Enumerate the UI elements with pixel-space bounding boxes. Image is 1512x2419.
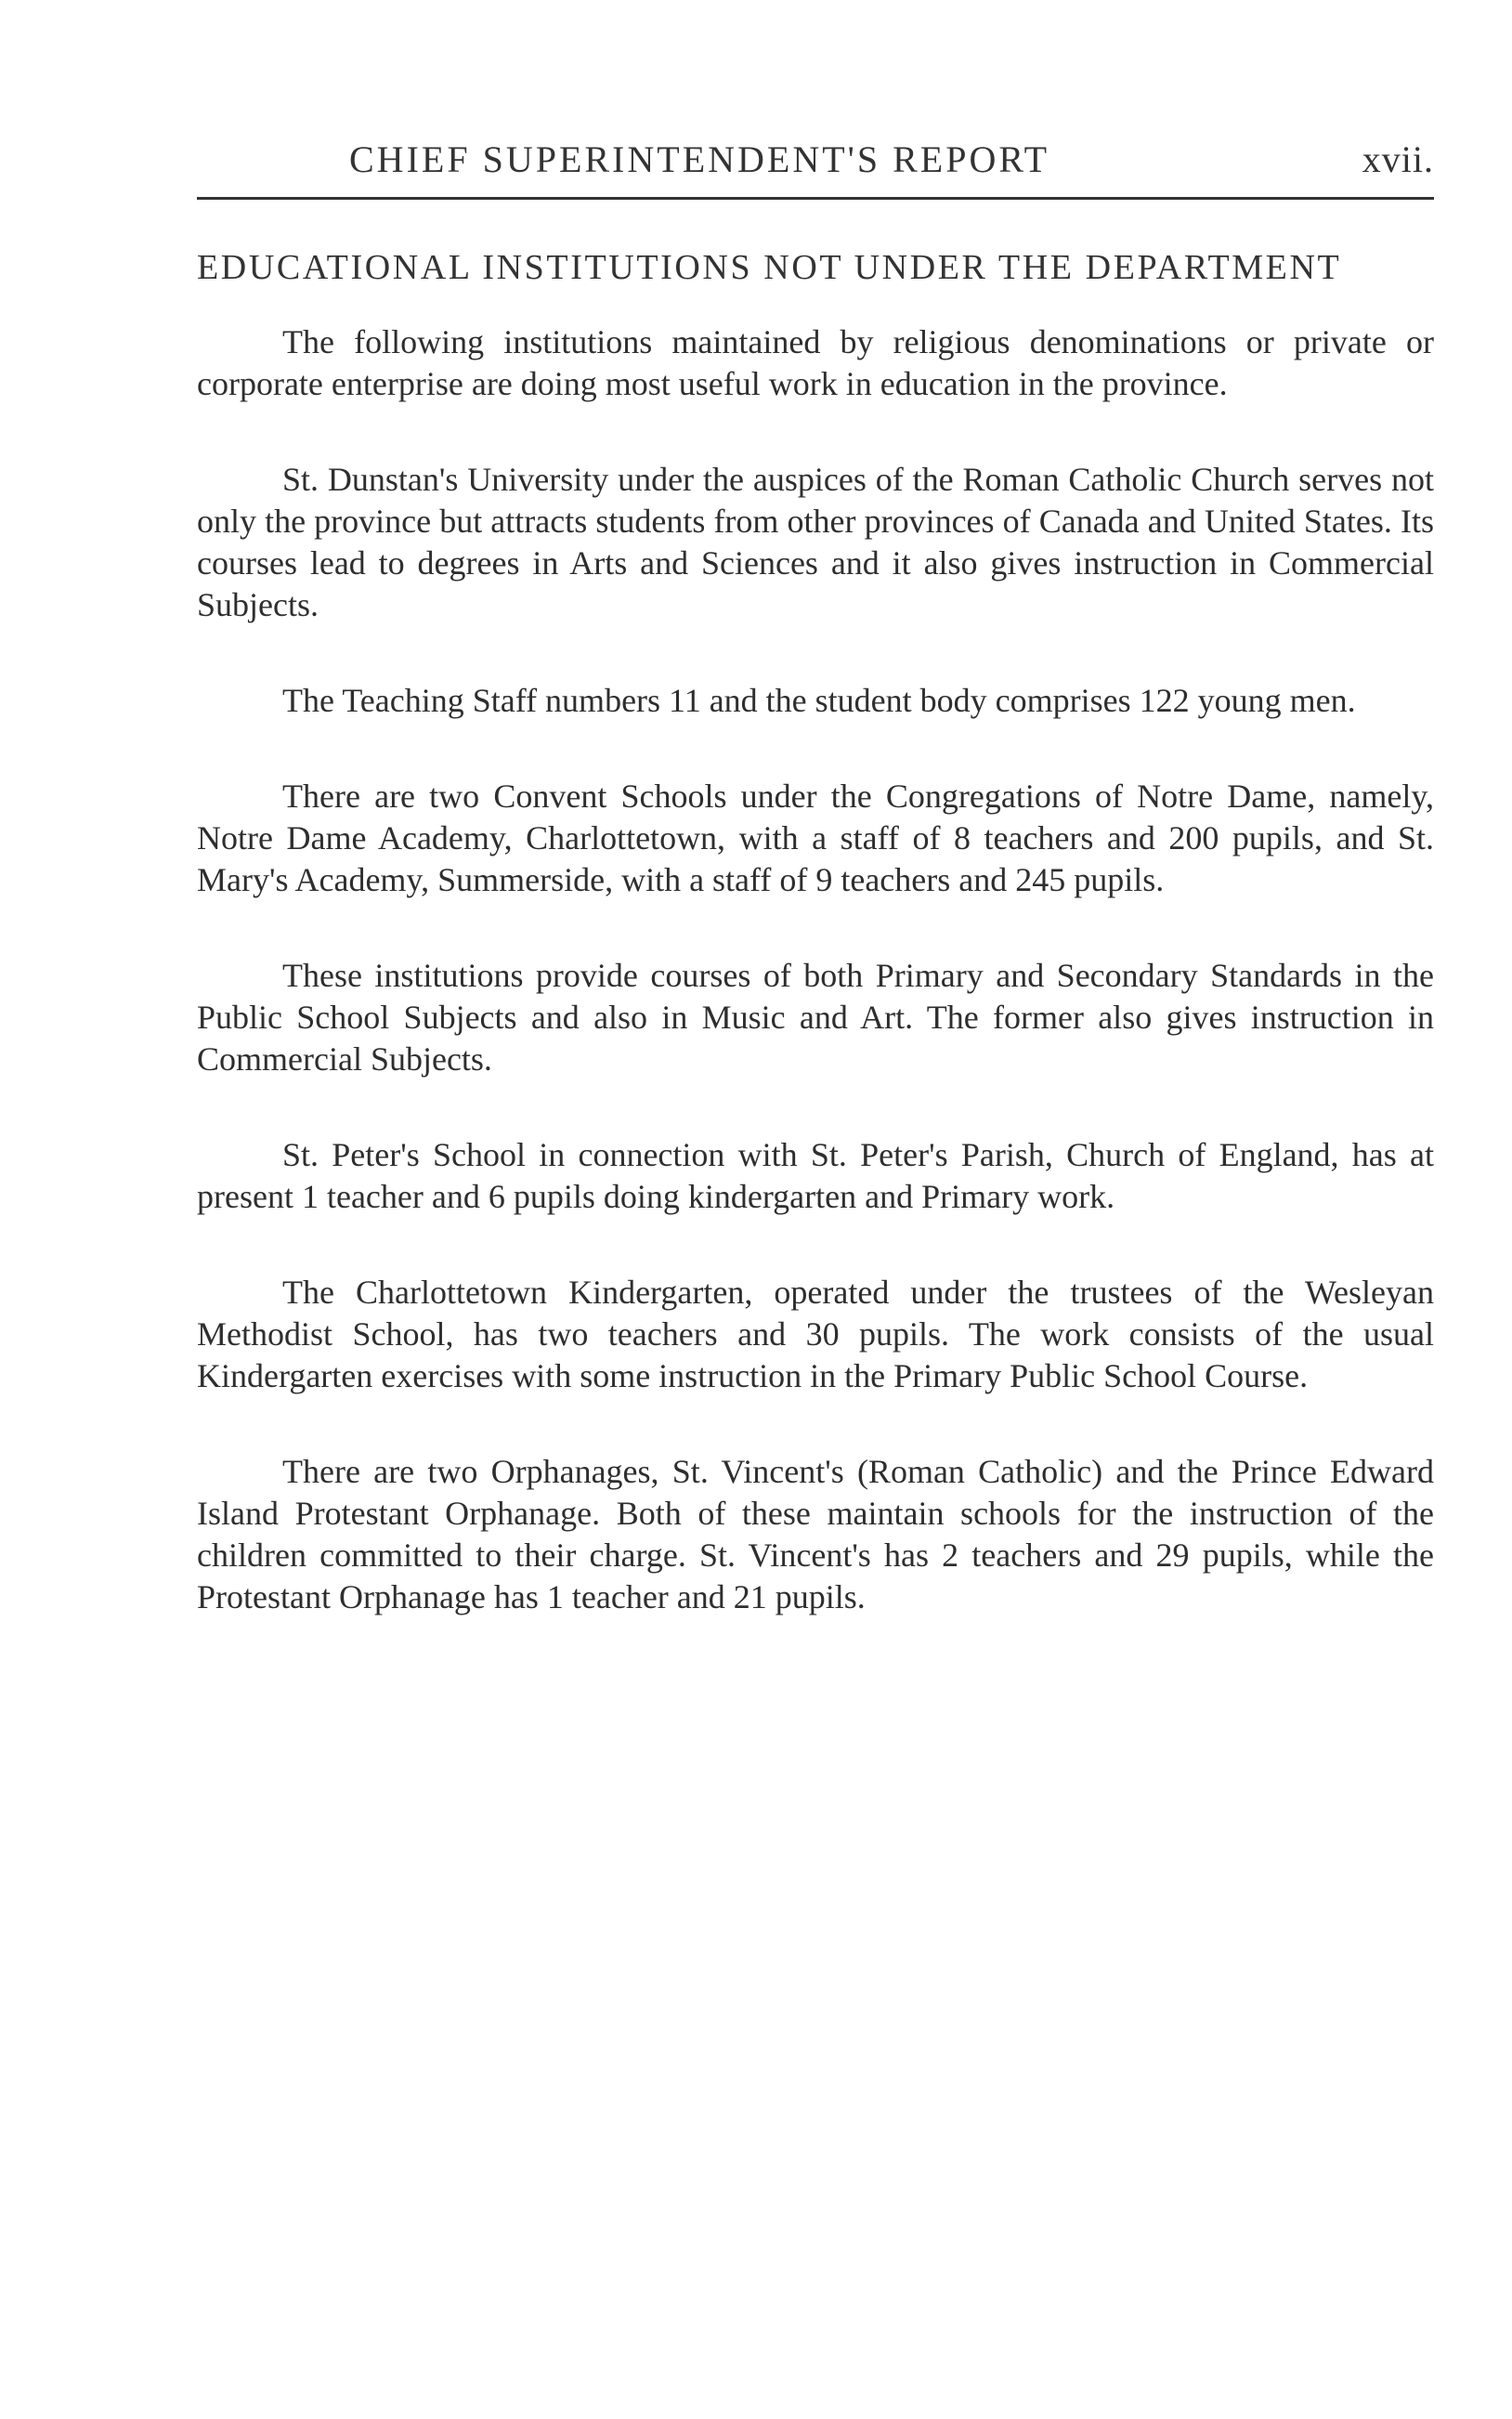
- running-head: [349, 137, 1434, 184]
- header-rule: [197, 197, 1434, 200]
- paragraph-kindergarten: The Charlottetown Kindergarten, operated under the trustees of the Wesleyan Methodist School, has two teachers and 30 pupils. The work consists of the usual Kindergarten exercises with some instruction in the Primary Public School Course.: [197, 1274, 1434, 1394]
- paragraph-teaching-staff: The Teaching Staff numbers 11 and the student body comprises 122 young men.: [282, 682, 1356, 719]
- paragraph-convent-schools: There are two Convent Schools under the Congregations of Notre Dame, namely, Notre Dame Academy, Charlottetown, with a staff of 8 teachers and 200 pupils, and St. Mary's Academy, Summerside, with a staff of 9 teachers and 245 pupils.: [197, 778, 1434, 898]
- paragraph-courses: These institutions provide courses of both Primary and Secondary Standards in the Public School Subjects and also in Music and Art. The former also gives instruction in Commercial Subjects.: [197, 957, 1434, 1078]
- running-title: CHIEF SUPERINTENDENT'S REPORT: [349, 138, 1050, 180]
- paragraph-st-peters: St. Peter's School in connection with St. Peter's Parish, Church of England, has at present 1 teacher and 6 pupils doing kindergarten and Primary work.: [197, 1136, 1434, 1215]
- body-text: [197, 321, 1434, 1672]
- section-heading: EDUCATIONAL INSTITUTIONS NOT UNDER THE DEPARTMENT: [197, 248, 1342, 287]
- page-number: xvii.: [1362, 138, 1434, 180]
- paragraph-intro: The following institutions maintained by religious denominations or private or corporate enterprise are doing most useful work in education in the province.: [197, 323, 1434, 402]
- paragraph-st-dunstans: St. Dunstan's University under the auspices of the Roman Catholic Church serves not only the province but attracts students from other provinces of Canada and United States. Its courses lead to degrees in Arts and Sciences and it also gives instruction in Commercial Subjects.: [197, 461, 1434, 623]
- paragraph-orphanages: There are two Orphanages, St. Vincent's (Roman Catholic) and the Prince Edward Island Protestant Orphanage. Both of these maintain schools for the instruction of the children committed to their charge. St. Vincent's has 2 teachers and 29 pupils, while the Protestant Orphanage has 1 teacher and 21 pupils.: [197, 1453, 1434, 1615]
